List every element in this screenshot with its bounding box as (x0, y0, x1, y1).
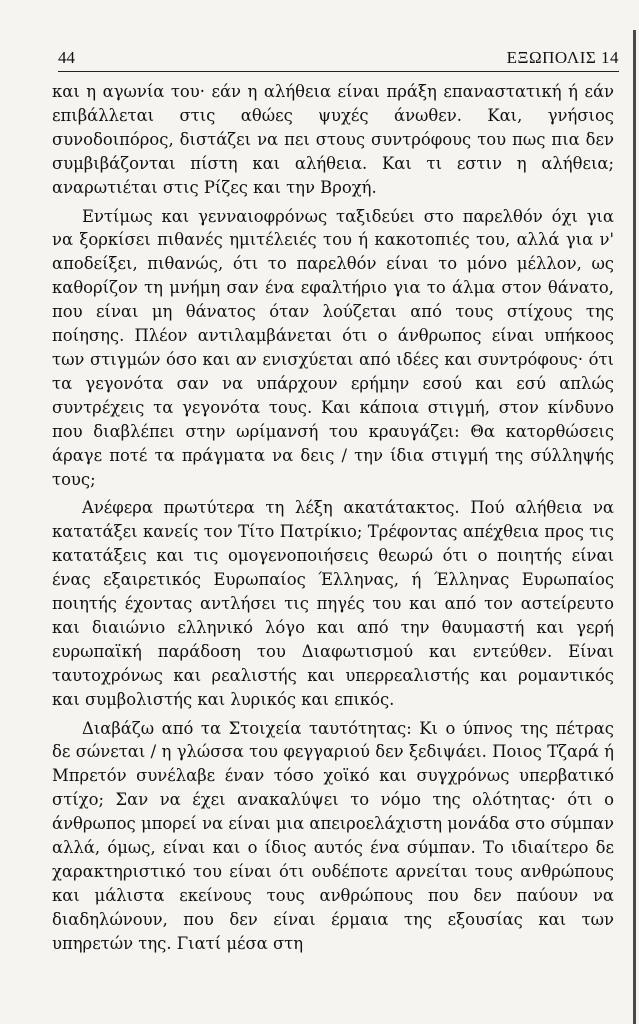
journal-title: ΕΞΩΠΟΛΙΣ 14 (506, 48, 619, 67)
paragraph: Ανέφερα πρωτύτερα τη λέξη ακατάτακτος. Πού αλήθεια να κατατάξει κανείς τον Τίτο Πατρίκιο; Τρέφοντας απέχθεια προς τις κατατάξεις και τις ομογενοποιήσεις θεωρώ ότι ο ποιητής είναι ένας εξαιρετικός Ευρωπαίος Έλληνας, ή Έλληνας Ευρωπαίος ποιητής έχοντας αντλήσει τις πηγές του και από τον αστείρευτο και διαιώνιο ελληνικό λόγο και από την θαυμαστή και γερή ευρωπαϊκή παράδοση του Διαφωτισμού και εντεύθεν. Είναι ταυτοχρόνως και ρεαλιστής και υπερρεαλιστής και ρομαντικός και συμβολιστής και λυρικός και επικός. (52, 498, 614, 709)
paragraph: Εντίμως και γενναιοφρόνως ταξιδεύει στο παρελθόν όχι για να ξορκίσει πιθανές ημιτέλειές του ή κακοτοπιές του, αλλά για ν' αποδείξει, πιθανώς, ότι το παρελθόν είναι το μόνο μέλλον, ως καθορίζον τη μνήμη σαν ένα εφαλτήριο για το άλμα στον θάνατο, που είναι μη θάνατος όταν λούζεται από τους στίχους της ποίησης. Πλέον αντιλαμβάνεται ότι ο άνθρωπος είναι υπήκοος των στιγμών όσο και αν ενισχύεται από ιδέες και συντρόφους· ότι τα γεγονότα σαν να υπάρχουν ερήμην εσού και εσύ απλώς συντρέχεις τα γεγονότα τους. Και κάποια στιγμή, στον κίνδυνο που διαβλέπει στην ωρίμανσή του κραυγάζει: Θα κατορθώσεις άραγε ποτέ τα πράγματα να δεις / την ίδια στιγμή της σύλληψής τους; (52, 206, 614, 489)
page-header (58, 40, 619, 72)
page-number: 44 (58, 48, 75, 67)
page-edge-shadow (633, 30, 636, 1024)
paragraph-continuation: και η αγωνία του· εάν η αλήθεια είναι πράξη επαναστατική ή εάν επιβάλλεται στις αθώες ψυχές άνωθεν. Και, γνήσιος συνοδοιπόρος, διστάζει να πει στους συντρόφους του πως πια δεν συμβιβάζονται πίστη και αλήθεια. Και τι εστιν η αλήθεια; αναρωτιέται στις Ρίζες και την Βροχή. (52, 82, 614, 197)
paragraph: Διαβάζω από τα Στοιχεία ταυτότητας: Κι ο ύπνος της πέτρας δε σώνεται / η γλώσσα του φεγγαριού δεν ξεδιψάει. Ποιος Τζαρά ή Μπρετόν συνέλαβε έναν τόσο χοϊκό και συγχρόνως υπερβατικό στίχο; Σαν να έχει ανακαλύψει το νόμο της ολότητας· ότι ο άνθρωπος μπορεί να είναι μια απειροελάχιστη μονάδα στο σύμπαν αλλά, όμως, είναι και ο ίδιος αυτός ένα σύμπαν. Το ιδιαίτερο δε χαρακτηριστικό του είναι ότι ουδέποτε αρνείται τους ανθρώπους και μάλιστα εκείνους τους ανθρώπους που δεν παύουν να διαδηλώνουν, που δεν είναι έρμαια της εξουσίας και των υπηρετών της. Γιατί μέσα στη (52, 718, 614, 953)
body-text (52, 80, 614, 956)
